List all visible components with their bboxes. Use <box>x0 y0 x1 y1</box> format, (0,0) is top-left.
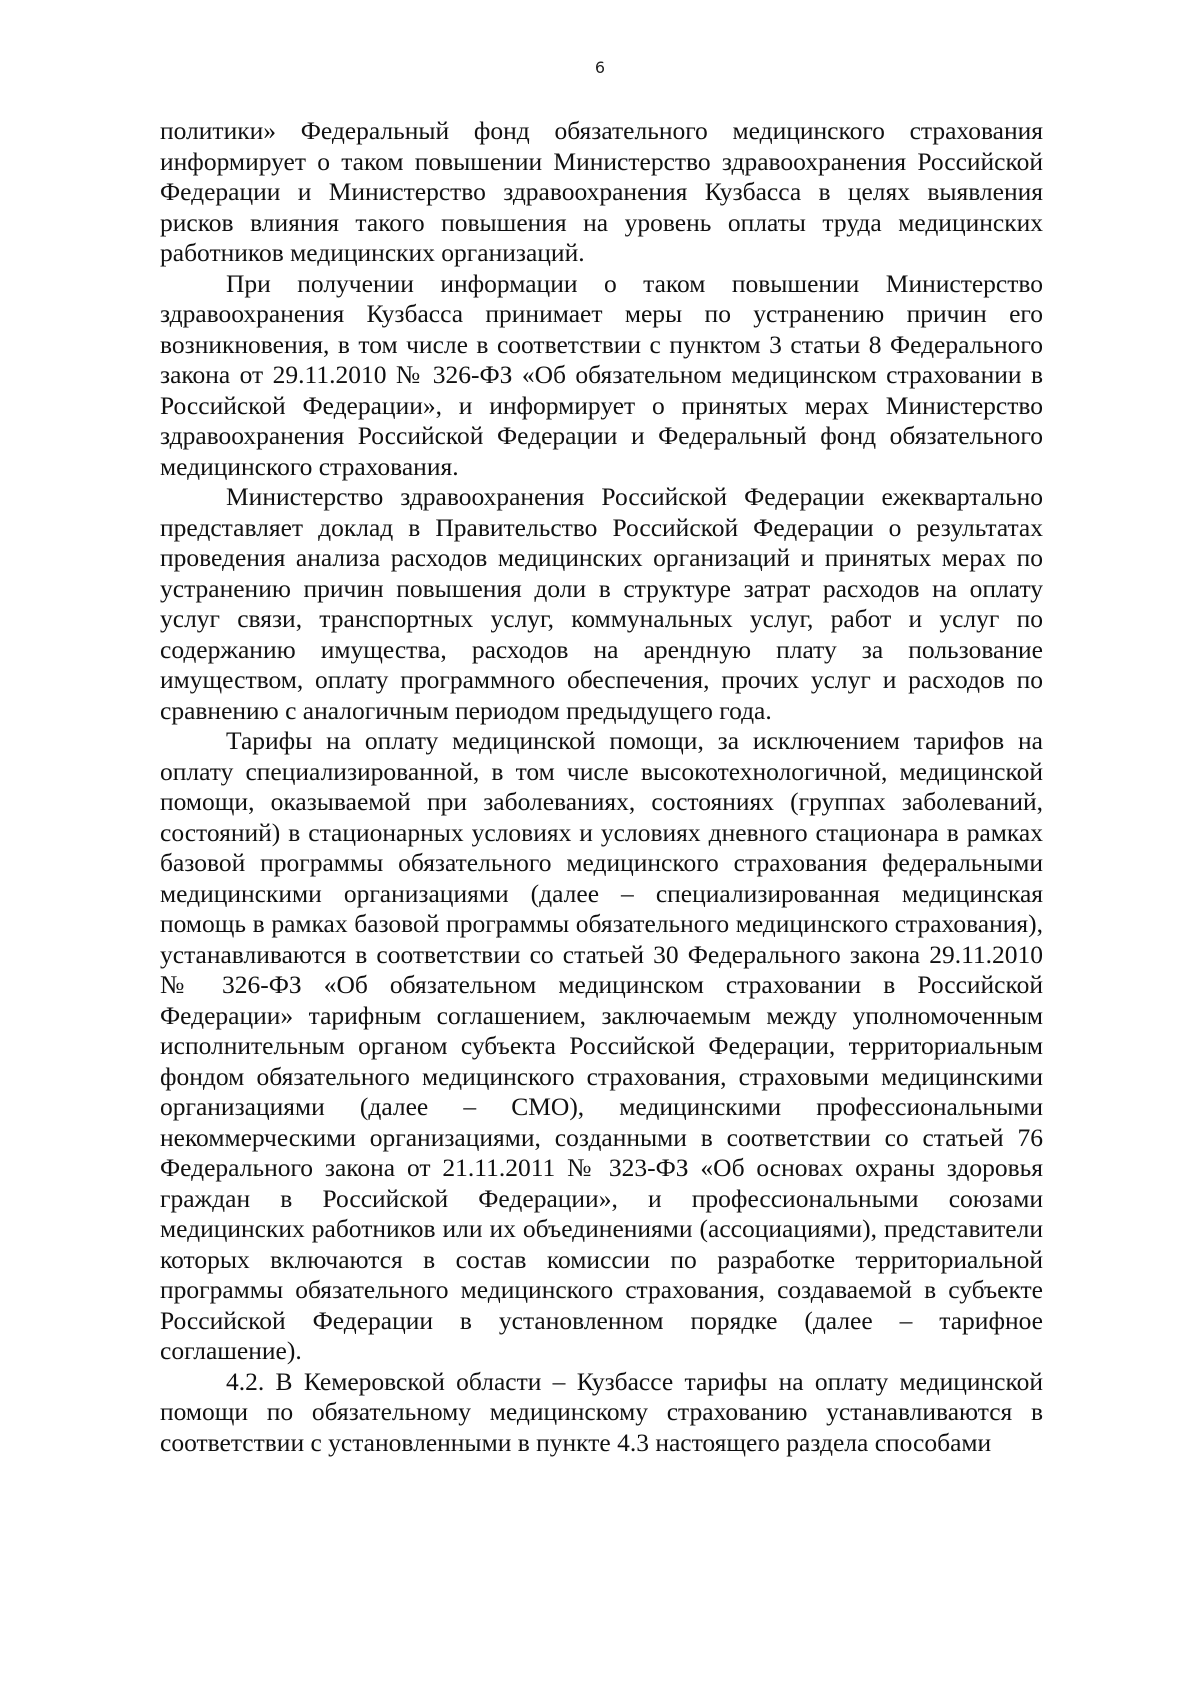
document-body <box>160 116 1043 1458</box>
page-number: 6 <box>594 58 606 77</box>
paragraph-5: 4.2. В Кемеровской области – Кузбассе тарифы на оплату медицинской помощи по обязательному медицинскому страхованию устанавливаются в соответствии с установленными в пункте 4.3 настоящего раздела способами <box>160 1366 1043 1457</box>
paragraph-4: Тарифы на оплату медицинской помощи, за исключением тарифов на оплату специализированной, в том числе высокотехнологичной, медицинской помощи, оказываемой при заболеваниях, состояниях (группах заболеваний, состояний) в стационарных условиях и условиях дневного стационара в рамках базовой программы обязательного медицинского страхования федеральными медицинскими организациями (далее – специализированная медицинская помощь в рамках базовой программы обязательного медицинского страхования), устанавливаются в соответствии со статьей 30 Федерального закона 29.11.2010 № 326-ФЗ «Об обязательном медицинском страховании в Российской Федерации» тарифным соглашением, заключаемым между уполномоченным исполнительным органом субъекта Российской Федерации, территориальным фондом обязательного медицинского страхования, страховыми медицинскими организациями (далее – СМО), медицинскими профессиональными некоммерческими организациями, созданными в соответствии со статьей 76 Федерального закона от 21.11.2011 № 323-ФЗ «Об основах охраны здоровья граждан в Российской Федерации», и профессиональными союзами медицинских работников или их объединениями (ассоциациями), представители которых включаются в состав комиссии по разработке территориальной программы обязательного медицинского страхования, создаваемой в субъекте Российской Федерации в установленном порядке (далее – тарифное соглашение). <box>160 726 1043 1365</box>
paragraph-1: политики» Федеральный фонд обязательного медицинского страхования информирует о таком повышении Министерство здравоохранения Российской Федерации и Министерство здравоохранения Кузбасса в целях выявления рисков влияния такого повышения на уровень оплаты труда медицинских работников медицинских организаций. <box>160 116 1043 267</box>
paragraph-3: Министерство здравоохранения Российской Федерации ежеквартально представляет доклад в Правительство Российской Федерации о результатах проведения анализа расходов медицинских организаций и принятых мерах по устранению причин повышения доли в структуре затрат расходов на оплату услуг связи, транспортных услуг, коммунальных услуг, работ и услуг по содержанию имущества, расходов на арендную плату за пользование имуществом, оплату программного обеспечения, прочих услуг и расходов по сравнению с аналогичным периодом предыдущего года. <box>160 482 1043 725</box>
paragraph-2: При получении информации о таком повышении Министерство здравоохранения Кузбасса принимает меры по устранению причин его возникновения, в том числе в соответствии с пунктом 3 статьи 8 Федерального закона от 29.11.2010 № 326-ФЗ «Об обязательном медицинском страховании в Российской Федерации», и информирует о принятых мерах Министерство здравоохранения Российской Федерации и Федеральный фонд обязательного медицинского страхования. <box>160 268 1043 481</box>
